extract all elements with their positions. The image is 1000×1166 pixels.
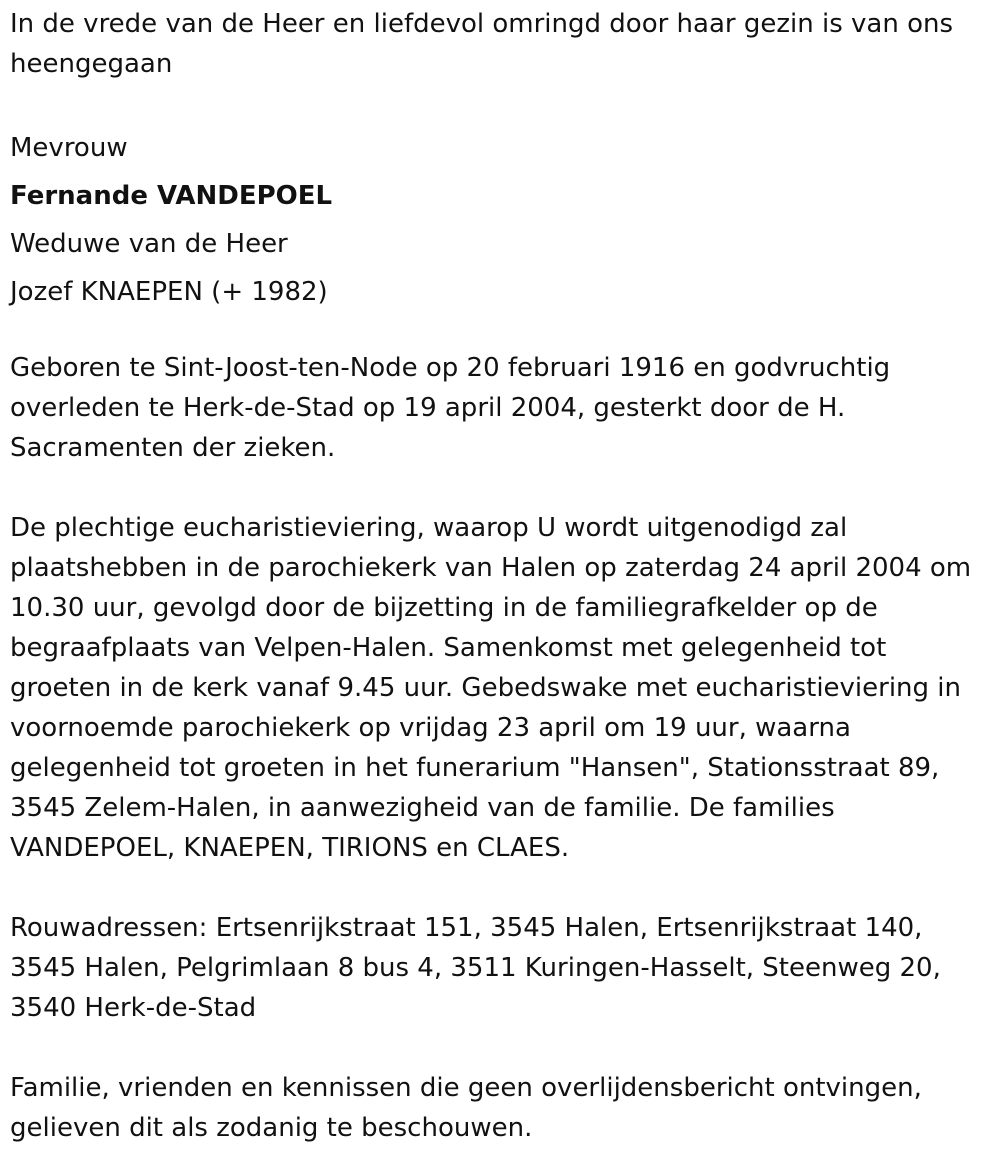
intro-text: In de vrede van de Heer en liefdevol omringd door haar gezin is van ons heengegaan xyxy=(10,9,953,79)
person-block xyxy=(10,124,990,316)
birth-death-paragraph: Geboren te Sint-Joost-ten-Node op 20 februari 1916 en godvruchtig overleden te Herk-de-Stad op 19 april 2004, gesterkt door de H. Sacramenten der zieken. xyxy=(10,353,891,463)
closing-paragraph: Familie, vrienden en kennissen die geen overlijdensbericht ontvingen, gelieven dit als zodanig te beschouwen. xyxy=(10,1073,922,1143)
addresses-paragraph: Rouwadressen: Ertsenrijkstraat 151, 3545 Halen, Ertsenrijkstraat 140, 3545 Halen, Pelgrimlaan 8 bus 4, 3511 Kuringen-Hasselt, Steenweg 20, 3540 Herk-de-Stad xyxy=(10,913,941,1023)
ceremony-paragraph: De plechtige eucharistieviering, waarop U wordt uitgenodigd zal plaatshebben in de parochiekerk van Halen op zaterdag 24 april 2004 om 10.30 uur, gevolgd door de bijzetting in de familiegrafkelder op de begraafplaats van Velpen-Halen. Samenkomst met gelegenheid tot groeten in de kerk vanaf 9.45 uur. Gebedswake met eucharistieviering in voornoemde parochiekerk op vrijdag 23 april om 19 uur, waarna gelegenheid tot groeten in het funerarium "Hansen", Stationsstraat 89, 3545 Zelem-Halen, in aanwezigheid van de familie. De families VANDEPOEL, KNAEPEN, TIRIONS en CLAES. xyxy=(10,513,972,863)
salutation: Mevrouw xyxy=(10,133,128,163)
deceased-name: Fernande VANDEPOEL xyxy=(10,181,333,211)
widow-line: Weduwe van de Heer xyxy=(10,229,288,259)
spouse-name: Jozef KNAEPEN (+ 1982) xyxy=(10,277,328,307)
